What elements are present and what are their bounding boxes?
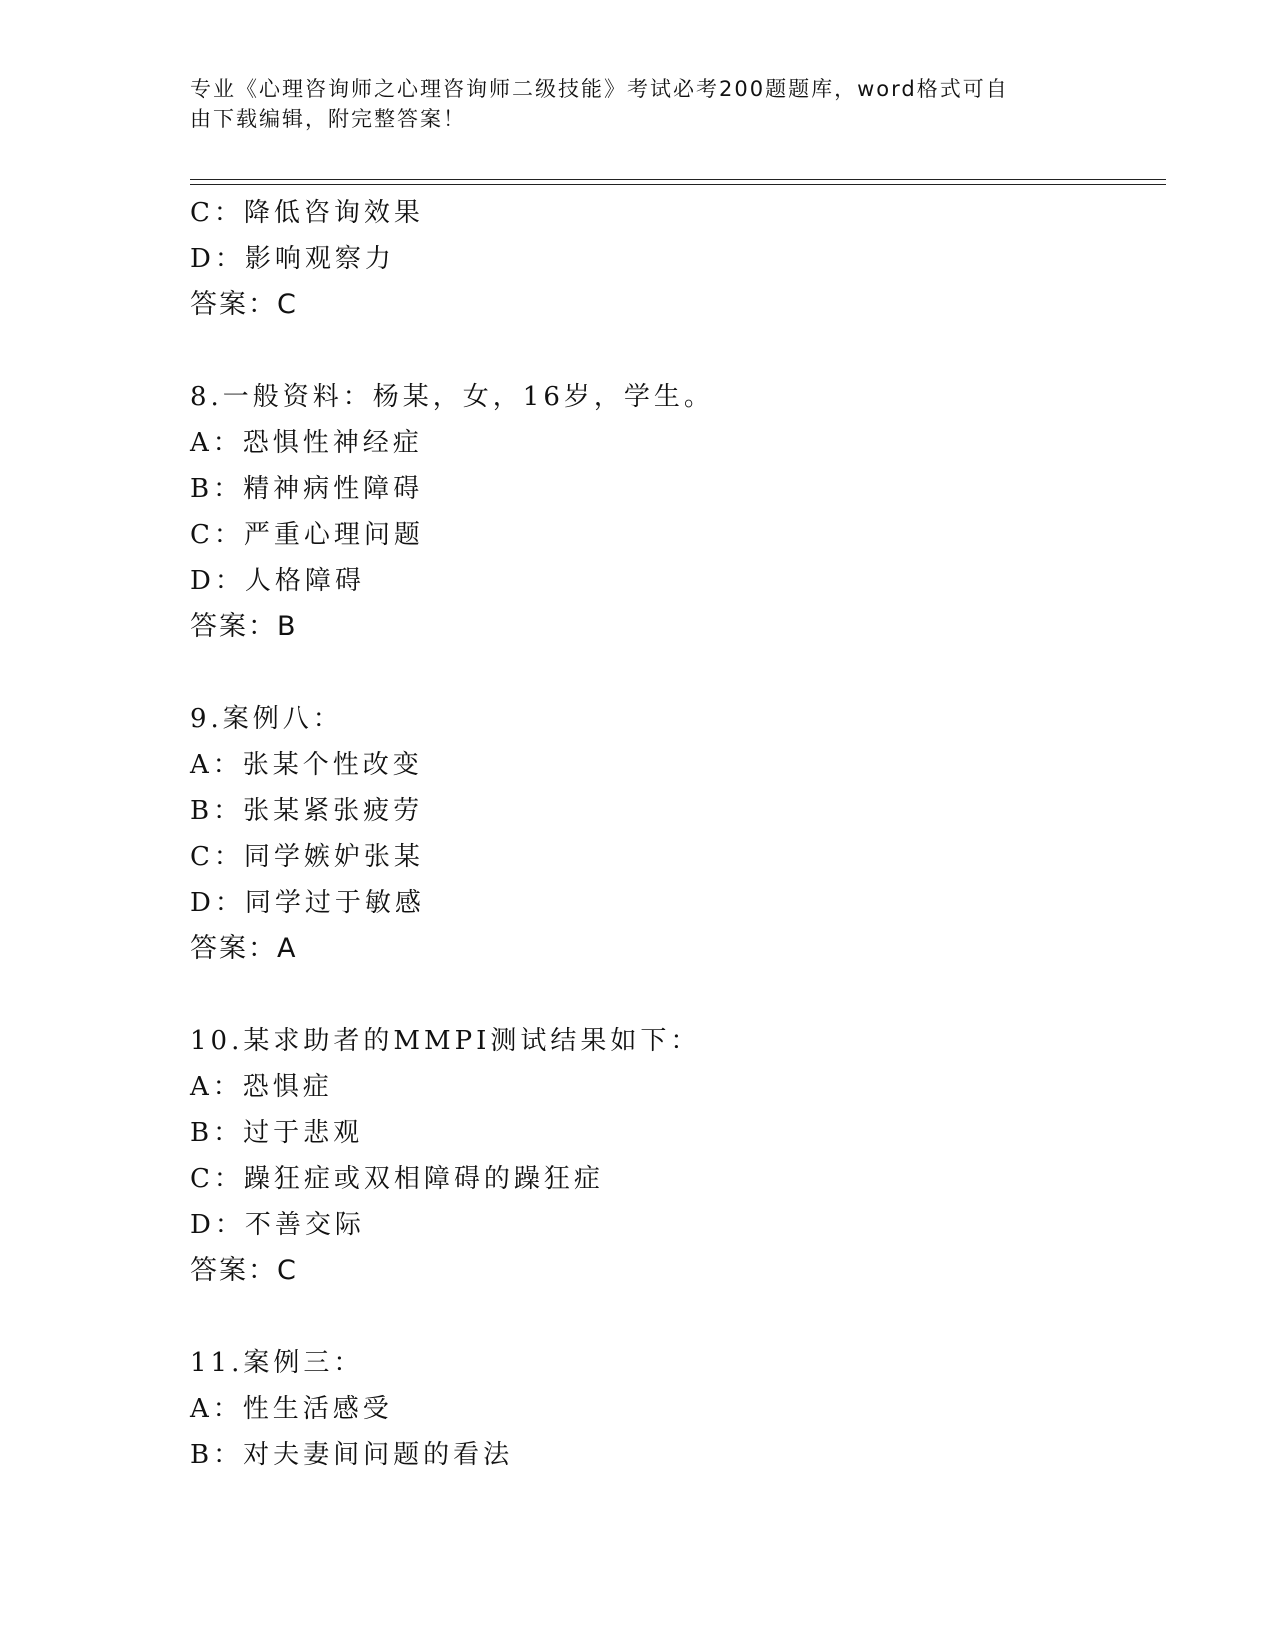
option-d: D：人格障碍 [190, 566, 365, 596]
option-c: C：躁狂症或双相障碍的躁狂症 [190, 1164, 604, 1194]
question-stem: 8.一般资料：杨某，女，16岁，学生。 [190, 382, 714, 412]
spacer [190, 650, 1166, 696]
question-list [190, 190, 1166, 1478]
option-b: B：精神病性障碍 [190, 474, 424, 504]
spacer [190, 328, 1166, 374]
option-d: D：影响观察力 [190, 244, 395, 274]
option-c: C：降低咨询效果 [190, 198, 424, 228]
spacer [190, 1294, 1166, 1340]
answer: 答案：B [190, 611, 298, 642]
document-header [190, 74, 1090, 134]
question-stem: 11.案例三： [190, 1348, 364, 1378]
option-c: C：同学嫉妒张某 [190, 842, 424, 872]
question-11 [190, 1340, 1166, 1478]
option-d: D：同学过于敏感 [190, 888, 425, 918]
option-d: D：不善交际 [190, 1210, 365, 1240]
question-9 [190, 696, 1166, 972]
option-a: A：恐惧性神经症 [190, 428, 423, 458]
option-b: B：对夫妻间问题的看法 [190, 1440, 514, 1470]
option-c: C：严重心理问题 [190, 520, 424, 550]
answer: 答案：C [190, 1255, 298, 1286]
question-stem: 9.案例八： [190, 704, 343, 734]
spacer [190, 972, 1166, 1018]
header-line-2: 由下载编辑，附完整答案！ [190, 107, 466, 131]
option-a: A：恐惧症 [190, 1072, 333, 1102]
question-10 [190, 1018, 1166, 1294]
option-a: A：性生活感受 [190, 1394, 393, 1424]
header-line-1: 专业《心理咨询师之心理咨询师二级技能》考试必考200题题库，word格式可自 [190, 77, 1009, 101]
header-divider-top [190, 179, 1166, 180]
option-b: B：过于悲观 [190, 1118, 364, 1148]
answer: 答案：C [190, 289, 298, 320]
answer: 答案：A [190, 933, 298, 964]
header-divider-bottom [190, 184, 1166, 185]
option-b: B：张某紧张疲劳 [190, 796, 424, 826]
option-a: A：张某个性改变 [190, 750, 423, 780]
question-stem: 10.某求助者的MMPI测试结果如下： [190, 1026, 701, 1056]
question-7-tail [190, 190, 1166, 328]
question-8 [190, 374, 1166, 650]
